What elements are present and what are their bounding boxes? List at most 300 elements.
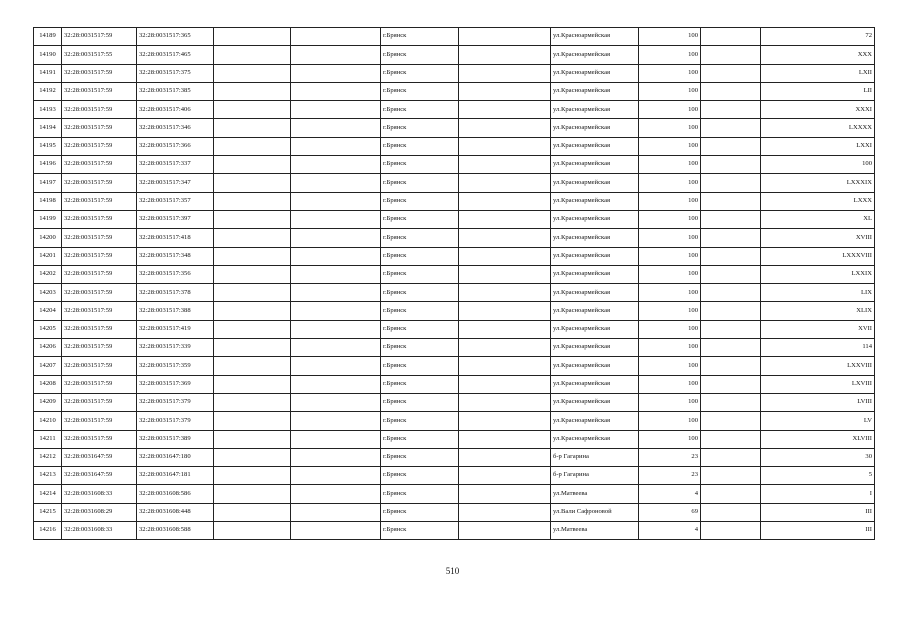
cell-empty: [459, 82, 551, 100]
cell-empty: [291, 393, 381, 411]
cell-street: ул.Красноармейская: [551, 320, 639, 338]
table-row: [34, 302, 875, 320]
cell-house: 100: [639, 28, 701, 46]
cell-empty: [291, 64, 381, 82]
cell-apartment: 100: [761, 156, 875, 174]
cell-empty: [459, 64, 551, 82]
cell-empty: [459, 448, 551, 466]
cell-empty: [214, 156, 291, 174]
cell-empty: [701, 28, 761, 46]
cell-cadastral-number: 32:28:0031517:465: [137, 46, 214, 64]
cell-empty: [291, 119, 381, 137]
table-row: [34, 393, 875, 411]
cell-empty: [291, 339, 381, 357]
cell-apartment: III: [761, 522, 875, 540]
cell-cadastral-number: 32:28:0031517:347: [137, 174, 214, 192]
cell-city: г.Брянск: [381, 375, 459, 393]
cell-apartment: LXXIX: [761, 265, 875, 283]
cell-city: г.Брянск: [381, 412, 459, 430]
cell-apartment: LXXXX: [761, 119, 875, 137]
cell-parent-cadastral-number: 32:28:0031517:59: [62, 357, 137, 375]
cell-empty: [459, 302, 551, 320]
cell-empty: [701, 229, 761, 247]
cell-empty: [214, 229, 291, 247]
cell-street: ул.Красноармейская: [551, 412, 639, 430]
cell-parent-cadastral-number: 32:28:0031608:33: [62, 522, 137, 540]
cell-empty: [291, 229, 381, 247]
cell-record-number: 14193: [34, 101, 62, 119]
cell-empty: [291, 375, 381, 393]
table-row: [34, 412, 875, 430]
cell-cadastral-number: 32:28:0031517:369: [137, 375, 214, 393]
cell-house: 100: [639, 339, 701, 357]
cell-record-number: 14212: [34, 448, 62, 466]
cell-house: 100: [639, 119, 701, 137]
cell-city: г.Брянск: [381, 119, 459, 137]
cell-cadastral-number: 32:28:0031517:348: [137, 247, 214, 265]
cell-city: г.Брянск: [381, 339, 459, 357]
cell-empty: [459, 156, 551, 174]
cell-parent-cadastral-number: 32:28:0031517:59: [62, 393, 137, 411]
cell-street: ул.Красноармейская: [551, 46, 639, 64]
cell-city: г.Брянск: [381, 320, 459, 338]
cell-empty: [459, 247, 551, 265]
cell-empty: [291, 503, 381, 521]
cell-cadastral-number: 32:28:0031608:448: [137, 503, 214, 521]
cell-empty: [701, 375, 761, 393]
cell-street: ул.Красноармейская: [551, 265, 639, 283]
cell-apartment: LIX: [761, 284, 875, 302]
cell-empty: [701, 137, 761, 155]
cell-house: 4: [639, 485, 701, 503]
cell-empty: [459, 210, 551, 228]
cell-parent-cadastral-number: 32:28:0031517:59: [62, 412, 137, 430]
cell-record-number: 14198: [34, 192, 62, 210]
table-row: [34, 192, 875, 210]
cell-apartment: I: [761, 485, 875, 503]
cell-empty: [459, 467, 551, 485]
cell-empty: [701, 265, 761, 283]
cell-house: 100: [639, 357, 701, 375]
cell-house: 100: [639, 46, 701, 64]
cell-cadastral-number: 32:28:0031517:385: [137, 82, 214, 100]
cell-record-number: 14202: [34, 265, 62, 283]
cell-street: ул.Красноармейская: [551, 137, 639, 155]
cell-city: г.Брянск: [381, 192, 459, 210]
cell-city: г.Брянск: [381, 284, 459, 302]
table-row: [34, 503, 875, 521]
cell-record-number: 14201: [34, 247, 62, 265]
table-row: [34, 101, 875, 119]
cell-empty: [291, 357, 381, 375]
cell-parent-cadastral-number: 32:28:0031517:59: [62, 64, 137, 82]
cell-street: ул.Красноармейская: [551, 302, 639, 320]
cell-apartment: 114: [761, 339, 875, 357]
cell-apartment: 72: [761, 28, 875, 46]
cell-empty: [701, 284, 761, 302]
cell-empty: [459, 320, 551, 338]
cell-empty: [214, 467, 291, 485]
cell-parent-cadastral-number: 32:28:0031517:59: [62, 265, 137, 283]
cell-cadastral-number: 32:28:0031517:365: [137, 28, 214, 46]
cell-street: ул.Красноармейская: [551, 393, 639, 411]
cell-empty: [214, 46, 291, 64]
cell-empty: [214, 393, 291, 411]
table-row: [34, 210, 875, 228]
cell-parent-cadastral-number: 32:28:0031517:59: [62, 28, 137, 46]
cell-city: г.Брянск: [381, 247, 459, 265]
cell-cadastral-number: 32:28:0031608:586: [137, 485, 214, 503]
cell-empty: [701, 64, 761, 82]
cell-empty: [459, 375, 551, 393]
cell-empty: [701, 412, 761, 430]
cell-record-number: 14208: [34, 375, 62, 393]
cell-city: г.Брянск: [381, 503, 459, 521]
cell-cadastral-number: 32:28:0031517:388: [137, 302, 214, 320]
cell-house: 100: [639, 375, 701, 393]
cell-empty: [214, 28, 291, 46]
page-number: 510: [445, 566, 460, 576]
cell-record-number: 14216: [34, 522, 62, 540]
cell-city: г.Брянск: [381, 174, 459, 192]
cell-cadastral-number: 32:28:0031517:337: [137, 156, 214, 174]
cell-city: г.Брянск: [381, 302, 459, 320]
cell-empty: [214, 284, 291, 302]
cell-street: ул.Матвеева: [551, 522, 639, 540]
cell-apartment: LXVIII: [761, 375, 875, 393]
cell-apartment: LV: [761, 412, 875, 430]
cell-house: 23: [639, 448, 701, 466]
cell-empty: [291, 192, 381, 210]
cell-record-number: 14200: [34, 229, 62, 247]
cell-empty: [701, 448, 761, 466]
cell-apartment: LXXVIII: [761, 357, 875, 375]
cell-empty: [459, 284, 551, 302]
cell-empty: [459, 192, 551, 210]
cell-empty: [214, 448, 291, 466]
cell-house: 100: [639, 265, 701, 283]
cell-street: ул.Красноармейская: [551, 192, 639, 210]
cell-house: 100: [639, 174, 701, 192]
cell-empty: [214, 522, 291, 540]
cell-empty: [701, 156, 761, 174]
cell-record-number: 14207: [34, 357, 62, 375]
cell-empty: [701, 430, 761, 448]
cell-city: г.Брянск: [381, 467, 459, 485]
cell-house: 100: [639, 393, 701, 411]
table-row: [34, 522, 875, 540]
table-row: [34, 320, 875, 338]
cell-street: б-р Гагарина: [551, 467, 639, 485]
cell-empty: [701, 357, 761, 375]
table-row: [34, 137, 875, 155]
cell-street: ул.Вали Сафроновой: [551, 503, 639, 521]
cell-empty: [459, 101, 551, 119]
cell-street: ул.Красноармейская: [551, 229, 639, 247]
cell-empty: [291, 247, 381, 265]
cell-parent-cadastral-number: 32:28:0031647:59: [62, 467, 137, 485]
cell-house: 100: [639, 64, 701, 82]
table-row: [34, 46, 875, 64]
cell-apartment: 30: [761, 448, 875, 466]
cell-empty: [291, 101, 381, 119]
cell-cadastral-number: 32:28:0031517:379: [137, 393, 214, 411]
table-row: [34, 265, 875, 283]
cell-record-number: 14190: [34, 46, 62, 64]
cell-parent-cadastral-number: 32:28:0031517:59: [62, 302, 137, 320]
cell-empty: [701, 192, 761, 210]
cell-street: ул.Красноармейская: [551, 28, 639, 46]
cell-empty: [214, 82, 291, 100]
cell-record-number: 14194: [34, 119, 62, 137]
cell-apartment: XL: [761, 210, 875, 228]
cell-empty: [214, 503, 291, 521]
cell-record-number: 14206: [34, 339, 62, 357]
cell-city: г.Брянск: [381, 64, 459, 82]
registry-table: [33, 27, 875, 540]
cell-empty: [459, 265, 551, 283]
cell-empty: [459, 503, 551, 521]
cell-street: ул.Красноармейская: [551, 119, 639, 137]
cell-empty: [701, 82, 761, 100]
cell-empty: [701, 210, 761, 228]
cell-empty: [459, 46, 551, 64]
cell-empty: [214, 339, 291, 357]
cell-cadastral-number: 32:28:0031517:359: [137, 357, 214, 375]
cell-city: г.Брянск: [381, 430, 459, 448]
table-row: [34, 430, 875, 448]
table-row: [34, 82, 875, 100]
cell-house: 100: [639, 82, 701, 100]
cell-empty: [291, 284, 381, 302]
cell-city: г.Брянск: [381, 82, 459, 100]
cell-record-number: 14199: [34, 210, 62, 228]
cell-empty: [214, 192, 291, 210]
cell-house: 4: [639, 522, 701, 540]
cell-empty: [291, 485, 381, 503]
cell-record-number: 14211: [34, 430, 62, 448]
cell-empty: [701, 302, 761, 320]
cell-empty: [459, 174, 551, 192]
cell-cadastral-number: 32:28:0031517:357: [137, 192, 214, 210]
cell-empty: [701, 46, 761, 64]
table-row: [34, 229, 875, 247]
cell-empty: [214, 430, 291, 448]
cell-empty: [291, 265, 381, 283]
cell-record-number: 14196: [34, 156, 62, 174]
table-row: [34, 119, 875, 137]
cell-house: 100: [639, 284, 701, 302]
cell-empty: [214, 265, 291, 283]
cell-city: г.Брянск: [381, 357, 459, 375]
cell-empty: [701, 339, 761, 357]
cell-apartment: XLIX: [761, 302, 875, 320]
cell-empty: [701, 119, 761, 137]
cell-empty: [459, 137, 551, 155]
cell-empty: [291, 210, 381, 228]
cell-street: ул.Красноармейская: [551, 156, 639, 174]
cell-empty: [701, 101, 761, 119]
cell-empty: [459, 28, 551, 46]
cell-empty: [291, 448, 381, 466]
cell-cadastral-number: 32:28:0031517:378: [137, 284, 214, 302]
cell-house: 100: [639, 156, 701, 174]
cell-apartment: LII: [761, 82, 875, 100]
cell-street: ул.Красноармейская: [551, 174, 639, 192]
cell-empty: [291, 467, 381, 485]
cell-empty: [214, 412, 291, 430]
cell-cadastral-number: 32:28:0031517:339: [137, 339, 214, 357]
cell-street: б-р Гагарина: [551, 448, 639, 466]
cell-record-number: 14214: [34, 485, 62, 503]
cell-city: г.Брянск: [381, 522, 459, 540]
cell-street: ул.Красноармейская: [551, 339, 639, 357]
cell-record-number: 14205: [34, 320, 62, 338]
cell-city: г.Брянск: [381, 393, 459, 411]
cell-empty: [459, 430, 551, 448]
cell-cadastral-number: 32:28:0031608:588: [137, 522, 214, 540]
cell-street: ул.Красноармейская: [551, 357, 639, 375]
cell-house: 100: [639, 430, 701, 448]
cell-city: г.Брянск: [381, 485, 459, 503]
cell-empty: [214, 320, 291, 338]
table-row: [34, 64, 875, 82]
cell-empty: [701, 247, 761, 265]
cell-record-number: 14203: [34, 284, 62, 302]
cell-parent-cadastral-number: 32:28:0031517:59: [62, 284, 137, 302]
cell-street: ул.Красноармейская: [551, 101, 639, 119]
cell-house: 100: [639, 412, 701, 430]
cell-apartment: III: [761, 503, 875, 521]
cell-record-number: 14189: [34, 28, 62, 46]
cell-parent-cadastral-number: 32:28:0031517:59: [62, 101, 137, 119]
cell-empty: [291, 28, 381, 46]
cell-empty: [701, 393, 761, 411]
cell-cadastral-number: 32:28:0031517:375: [137, 64, 214, 82]
cell-cadastral-number: 32:28:0031517:366: [137, 137, 214, 155]
table-row: [34, 339, 875, 357]
cell-city: г.Брянск: [381, 101, 459, 119]
cell-empty: [214, 101, 291, 119]
cell-cadastral-number: 32:28:0031517:356: [137, 265, 214, 283]
cell-street: ул.Красноармейская: [551, 430, 639, 448]
cell-empty: [291, 430, 381, 448]
cell-parent-cadastral-number: 32:28:0031517:59: [62, 156, 137, 174]
cell-street: ул.Красноармейская: [551, 375, 639, 393]
cell-empty: [459, 119, 551, 137]
cell-apartment: XLVIII: [761, 430, 875, 448]
cell-empty: [701, 485, 761, 503]
cell-house: 100: [639, 210, 701, 228]
cell-empty: [291, 137, 381, 155]
cell-parent-cadastral-number: 32:28:0031517:59: [62, 192, 137, 210]
cell-apartment: XXX: [761, 46, 875, 64]
cell-apartment: XXXI: [761, 101, 875, 119]
cell-street: ул.Красноармейская: [551, 82, 639, 100]
cell-empty: [459, 339, 551, 357]
cell-parent-cadastral-number: 32:28:0031647:59: [62, 448, 137, 466]
cell-apartment: LXII: [761, 64, 875, 82]
cell-record-number: 14209: [34, 393, 62, 411]
cell-apartment: LXXI: [761, 137, 875, 155]
cell-house: 100: [639, 101, 701, 119]
cell-record-number: 14197: [34, 174, 62, 192]
cell-empty: [214, 174, 291, 192]
cell-record-number: 14191: [34, 64, 62, 82]
cell-record-number: 14213: [34, 467, 62, 485]
cell-apartment: LXXXVIII: [761, 247, 875, 265]
cell-empty: [291, 46, 381, 64]
cell-empty: [701, 320, 761, 338]
cell-parent-cadastral-number: 32:28:0031517:59: [62, 339, 137, 357]
cell-parent-cadastral-number: 32:28:0031517:59: [62, 430, 137, 448]
cell-parent-cadastral-number: 32:28:0031517:59: [62, 174, 137, 192]
cell-house: 23: [639, 467, 701, 485]
cell-street: ул.Красноармейская: [551, 284, 639, 302]
cell-city: г.Брянск: [381, 265, 459, 283]
cell-empty: [701, 503, 761, 521]
cell-apartment: XVIII: [761, 229, 875, 247]
cell-empty: [701, 522, 761, 540]
cell-city: г.Брянск: [381, 156, 459, 174]
cell-parent-cadastral-number: 32:28:0031517:59: [62, 375, 137, 393]
cell-street: ул.Матвеева: [551, 485, 639, 503]
cell-empty: [214, 64, 291, 82]
cell-empty: [291, 156, 381, 174]
cell-parent-cadastral-number: 32:28:0031517:59: [62, 137, 137, 155]
cell-parent-cadastral-number: 32:28:0031517:59: [62, 119, 137, 137]
cell-cadastral-number: 32:28:0031517:346: [137, 119, 214, 137]
cell-house: 100: [639, 229, 701, 247]
cell-empty: [291, 522, 381, 540]
cell-parent-cadastral-number: 32:28:0031517:59: [62, 247, 137, 265]
cell-empty: [701, 467, 761, 485]
cell-city: г.Брянск: [381, 448, 459, 466]
cell-record-number: 14215: [34, 503, 62, 521]
cell-cadastral-number: 32:28:0031517:397: [137, 210, 214, 228]
cell-empty: [214, 210, 291, 228]
cell-empty: [214, 137, 291, 155]
cell-city: г.Брянск: [381, 46, 459, 64]
cell-empty: [459, 412, 551, 430]
cell-cadastral-number: 32:28:0031517:406: [137, 101, 214, 119]
table-row: [34, 448, 875, 466]
cell-cadastral-number: 32:28:0031517:389: [137, 430, 214, 448]
cell-empty: [214, 357, 291, 375]
table-body: [34, 28, 875, 540]
cell-empty: [291, 174, 381, 192]
cell-parent-cadastral-number: 32:28:0031517:59: [62, 320, 137, 338]
table-row: [34, 174, 875, 192]
table-row: [34, 357, 875, 375]
table-row: [34, 28, 875, 46]
cell-empty: [214, 375, 291, 393]
cell-cadastral-number: 32:28:0031647:180: [137, 448, 214, 466]
table-row: [34, 156, 875, 174]
cell-apartment: LXXX: [761, 192, 875, 210]
cell-empty: [459, 229, 551, 247]
cell-empty: [291, 412, 381, 430]
cell-empty: [214, 247, 291, 265]
cell-house: 100: [639, 192, 701, 210]
cell-city: г.Брянск: [381, 28, 459, 46]
cell-cadastral-number: 32:28:0031517:418: [137, 229, 214, 247]
cell-empty: [291, 82, 381, 100]
cell-parent-cadastral-number: 32:28:0031517:59: [62, 229, 137, 247]
cell-house: 100: [639, 247, 701, 265]
table-row: [34, 485, 875, 503]
cell-apartment: LXXXIX: [761, 174, 875, 192]
